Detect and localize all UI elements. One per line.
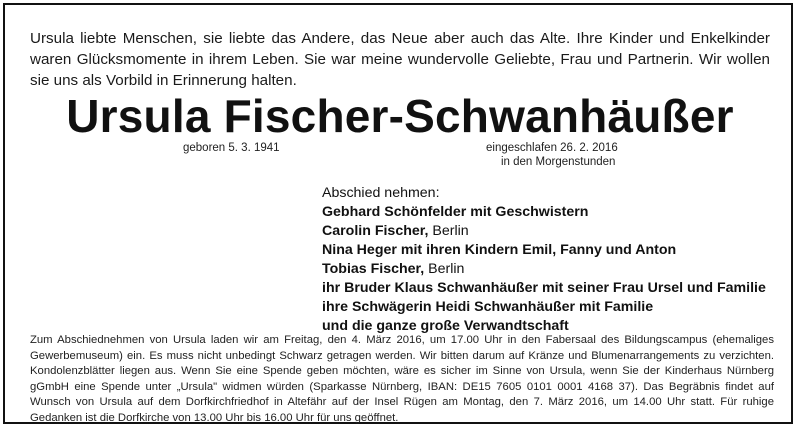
- death-time-note: in den Morgenstunden: [501, 156, 616, 168]
- mourner-name: ihr Bruder Klaus Schwanhäußer mit seiner Frau Ursel und Familie: [322, 280, 766, 296]
- death-date-block: [486, 141, 618, 169]
- mourner-entry: [322, 222, 766, 241]
- mourners-heading: Abschied nehmen:: [322, 185, 440, 201]
- mourner-entry: [322, 260, 766, 279]
- mourner-place: Berlin: [424, 261, 465, 277]
- mourner-name: und die ganze große Verwandtschaft: [322, 318, 569, 334]
- mourner-entry: [322, 298, 766, 317]
- mourner-name: Nina Heger mit ihren Kindern Emil, Fanny und Anton: [322, 242, 677, 258]
- funeral-notice-paragraph: Zum Abschiednehmen von Ursula laden wir am Freitag, den 4. März 2016, um 17.00 Uhr in den Fabersaal des Bildungscampus (ehemaliges Gewerbemuseum) ein. Es muss nicht unbedingt Schwarz getragen werden. Wir bitten darum auf Kränze und Blumenarrangements zu verzichten. Kondolenzblätter liegen aus. Wenn Sie eine Spende geben möchten, wäre es sicher im Sinne von Ursula, wenn Sie der Kinderhaus Nürnberg gGmbH eine Spende unter „Ursula" widmen würden (Sparkasse Nürnberg, IBAN: DE15 7605 0101 0001 4168 37). Das Begräbnis findet auf Wunsch von Ursula auf dem Dorfkirchfriedhof in Altefähr auf der Insel Rügen am Montag, den 7. März 2016, um 14.00 Uhr statt. Für ruhige Gedanken ist die Dorfkirche von 13.00 Uhr bis 16.00 Uhr für uns geöffnet.: [30, 334, 774, 424]
- death-date: eingeschlafen 26. 2. 2016: [486, 142, 618, 154]
- mourner-name: ihre Schwägerin Heidi Schwanhäußer mit Familie: [322, 299, 654, 315]
- mourner-entry: [322, 241, 766, 260]
- mourners-list: [322, 184, 766, 336]
- mourner-name: Tobias Fischer,: [322, 261, 425, 277]
- mourner-place: Berlin: [428, 223, 469, 239]
- birth-date: geboren 5. 3. 1941: [183, 142, 280, 154]
- mourner-name: Carolin Fischer,: [322, 223, 429, 239]
- mourner-name: Gebhard Schönfelder mit Geschwistern: [322, 204, 589, 220]
- deceased-name: Ursula Fischer-Schwanhäußer: [66, 90, 734, 142]
- intro-paragraph: Ursula liebte Menschen, sie liebte das Andere, das Neue aber auch das Alte. Ihre Kinder und Enkelkinder waren Glücksmomente in ihrem Leben. Sie war meine wundervolle Geliebte, Frau und Partnerin. Wir wollen sie uns als Vorbild in Erinnerung halten.: [30, 30, 770, 89]
- mourner-entry: [322, 203, 766, 222]
- mourner-entry: [322, 279, 766, 298]
